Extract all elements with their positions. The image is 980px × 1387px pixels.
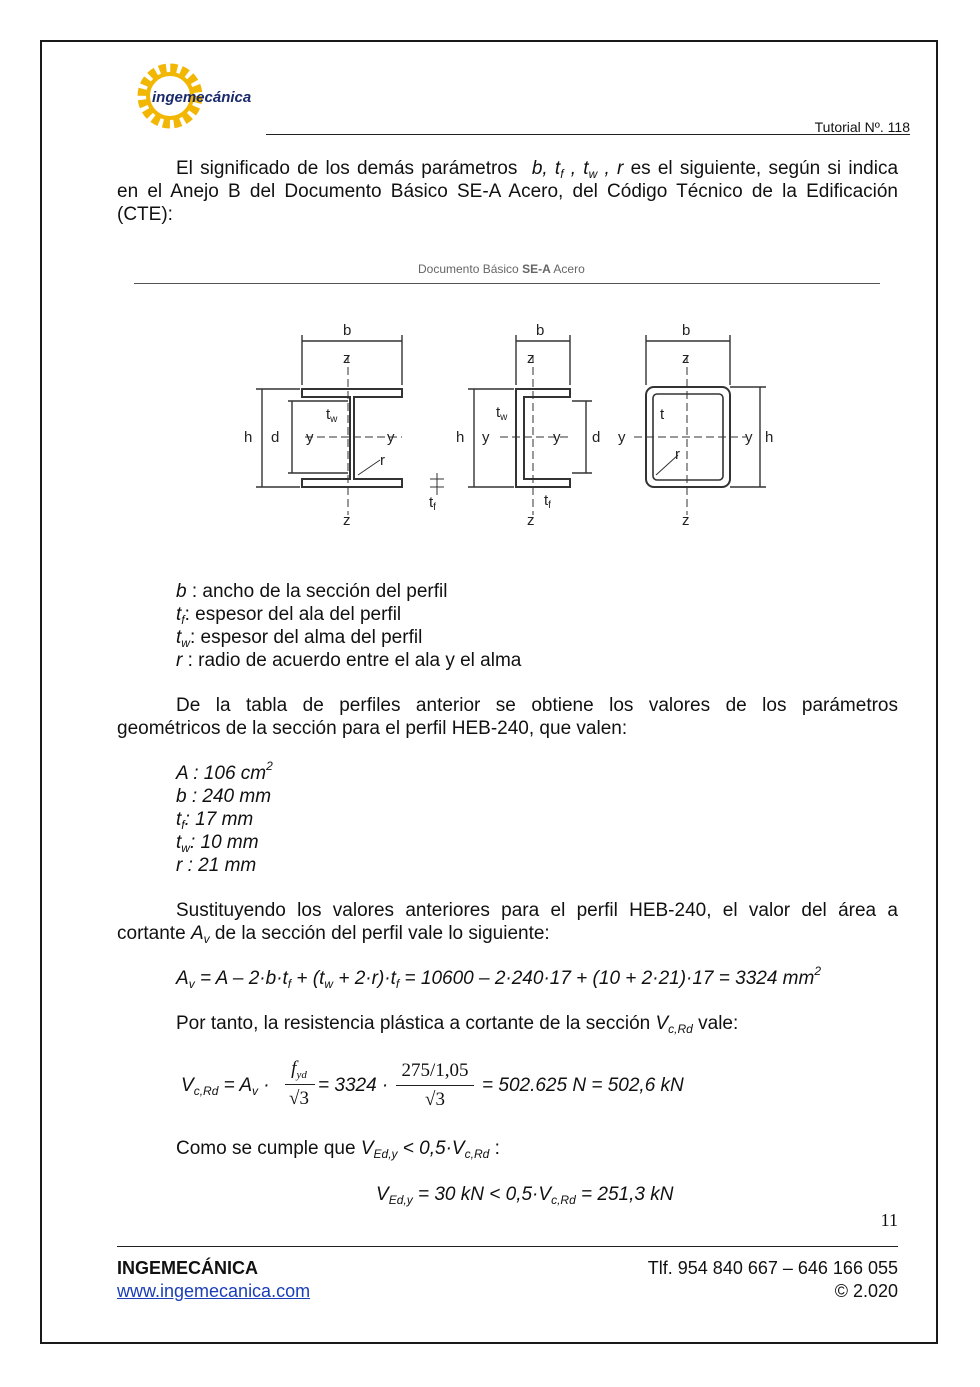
label-h-1: h xyxy=(244,429,253,446)
ingemecanica-logo-icon xyxy=(132,58,282,138)
label-b-3: b xyxy=(682,322,691,339)
label-y-2a: y xyxy=(482,429,490,446)
label-t-3: t xyxy=(660,406,665,423)
intro-line-2: en el Anejo B del Documento Básico SE-A Acero, del Código Técnico de la Edificación xyxy=(117,181,898,202)
para3-line-2: cortante $A_v$ de la sección del perfil vale lo siguiente: xyxy=(117,923,550,946)
label-r-1: r xyxy=(380,452,385,469)
fraction-bar-1 xyxy=(285,1084,315,1085)
logo-text: ingemecánica xyxy=(152,89,252,106)
definition-tf: $t_f$: espesor del ala del perfil xyxy=(176,604,402,627)
cross-section-figure xyxy=(230,315,790,535)
equation-check: $V_{Ed,y} = 30$ kN < $0,5\cdot V_{c,Rd} = 251,3$ kN xyxy=(376,1184,674,1207)
footer-company: INGEMECÁNICA xyxy=(117,1258,259,1278)
fraction-bar-2 xyxy=(396,1085,474,1086)
label-y-1b: y xyxy=(387,429,395,446)
label-y-1a: y xyxy=(306,429,314,446)
fraction-sqrt3-1: √3 xyxy=(289,1088,309,1109)
equation-vcrd-lhs: $V_{c,Rd} = A_v$ · xyxy=(181,1075,270,1098)
label-z-3b: z xyxy=(682,512,690,529)
value-r: r : 21 mm xyxy=(176,855,257,876)
definition-r: r : radio de acuerdo entre el ala y el alma xyxy=(176,650,522,671)
label-z-1a: z xyxy=(343,350,351,367)
label-h-3: h xyxy=(765,429,774,446)
figure-caption: Documento Básico SE-A Acero xyxy=(418,262,585,276)
para3-line-1: Sustituyendo los valores anteriores para el perfil HEB-240, el valor del área a xyxy=(176,900,898,921)
label-b-2: b xyxy=(536,322,545,339)
fraction-fyd-numerator: $f_{yd}$ xyxy=(291,1058,307,1081)
footer-rule xyxy=(117,1246,898,1247)
para2-line-1: De la tabla de perfiles anterior se obtiene los valores de los parámetros xyxy=(176,695,898,716)
label-r-3: r xyxy=(675,446,680,463)
label-tw-1: $t_w$ xyxy=(326,406,338,425)
value-tw: $t_w$: 10 mm xyxy=(176,832,259,855)
label-z-2b: z xyxy=(527,512,535,529)
intro-line-3: (CTE): xyxy=(117,204,173,225)
definition-b: b : ancho de la sección del perfil xyxy=(176,581,448,602)
definition-tw: $t_w$: espesor del alma del perfil xyxy=(176,627,423,650)
label-y-3a: y xyxy=(618,429,626,446)
footer-website-link[interactable]: www.ingemecanica.com xyxy=(117,1281,311,1301)
header-rule xyxy=(266,134,910,135)
rhs-section-drawing xyxy=(634,335,766,515)
footer-copyright: © 2.020 xyxy=(834,1281,898,1301)
label-y-2b: y xyxy=(553,429,561,446)
fraction-numerator-2: 275/1,05 xyxy=(401,1060,469,1081)
label-y-3b: y xyxy=(745,429,753,446)
value-b: b : 240 mm xyxy=(176,786,272,807)
equation-vcrd-mid: = 3324 · xyxy=(318,1075,389,1096)
value-tf: $t_f$: 17 mm xyxy=(176,809,254,832)
label-z-2a: z xyxy=(527,350,535,367)
label-d-2: d xyxy=(592,429,601,446)
intro-line-1: El significado de los demás parámetros b, $t_f$ , $t_w$ , r es el siguiente, según si indica xyxy=(176,158,899,181)
label-b-1: b xyxy=(343,322,352,339)
tutorial-label: Tutorial Nº. 118 xyxy=(814,119,910,135)
label-tw-2: $t_w$ xyxy=(496,404,508,423)
equation-av: $A_v = A - 2\cdot b\cdot t_f + (t_w + 2\cdot r)\cdot t_f = 10600 - 2\cdot 240\cdot 17 + (10 + 2\cdot 21)\cdot 17 = 3324$ $mm^2$ xyxy=(176,964,822,991)
label-tf-1: $t_f$ xyxy=(429,494,436,513)
para4: Por tanto, la resistencia plástica a cortante de la sección $V_{c,Rd}$ vale: xyxy=(176,1013,739,1036)
para5: Como se cumple que $V_{Ed,y} < 0,5\cdot V_{c,Rd}$ : xyxy=(176,1138,500,1161)
figure-rule xyxy=(134,283,880,284)
footer-phones: Tlf. 954 840 667 – 646 166 055 xyxy=(647,1258,898,1278)
label-d-1: d xyxy=(271,429,280,446)
label-z-1b: z xyxy=(343,512,351,529)
label-h-2: h xyxy=(456,429,465,446)
page-number: 11 xyxy=(880,1210,898,1230)
value-A: A : 106 $cm^2$ xyxy=(176,759,273,784)
para2-line-2: geométricos de la sección para el perfil HEB-240, que valen: xyxy=(117,718,628,739)
fraction-sqrt3-2: √3 xyxy=(425,1089,445,1110)
label-tf-2: $t_f$ xyxy=(544,492,551,511)
equation-vcrd-result: = 502.625 N = 502,6 kN xyxy=(482,1075,684,1096)
label-z-3a: z xyxy=(682,350,690,367)
